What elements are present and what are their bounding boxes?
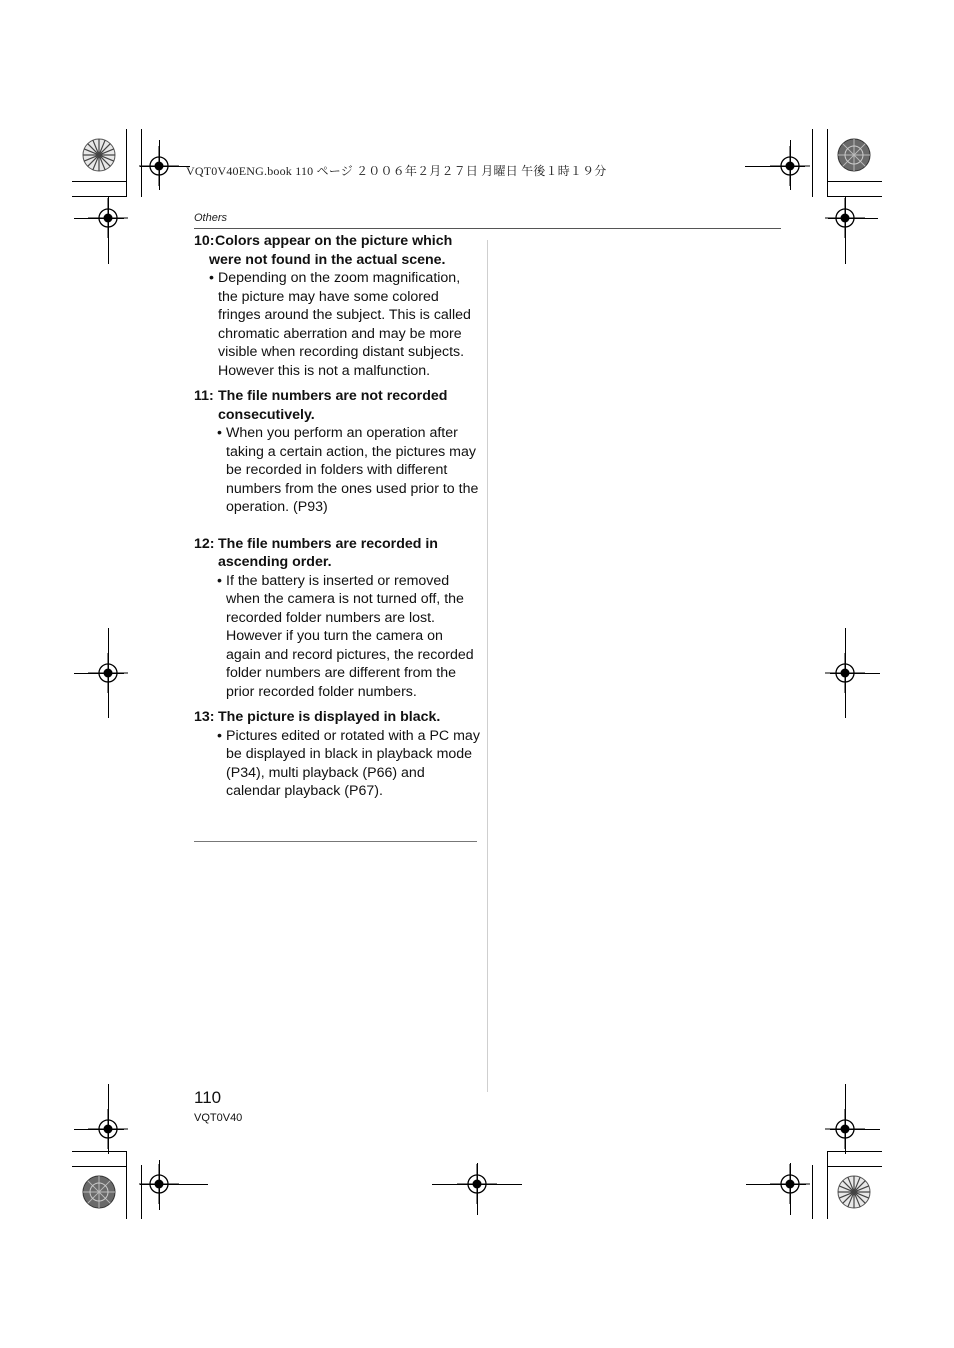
qa-list [194, 232, 480, 808]
registration-mark-icon [88, 653, 128, 693]
bullet-icon: • [217, 425, 222, 441]
crop-line [828, 1166, 882, 1167]
answer-text: Depending on the zoom magnification, the picture may have some colored fringes around the subject. This is called chromatic aberration and may be more visible when recording distant subjects. However this is not a malfunction. [218, 270, 471, 379]
qa-answer [194, 424, 480, 517]
crop-line [812, 129, 813, 197]
registration-mark-icon [457, 1164, 497, 1204]
item-title: The picture is displayed in black. [218, 709, 441, 725]
crop-line [126, 1151, 127, 1219]
item-number: 12: [194, 535, 215, 552]
page-number: 110 [194, 1088, 222, 1107]
registration-mark-icon [770, 146, 810, 186]
end-divider [194, 841, 477, 842]
registration-mark-icon [770, 1164, 810, 1204]
crop-line [72, 1151, 126, 1152]
qa-answer [194, 572, 480, 702]
qa-question [194, 232, 480, 269]
qa-question [194, 708, 480, 727]
answer-text: When you perform an operation after taking a certain action, the pictures may be recorded in folders with different numbers from the ones used prior to the operation. (P93) [226, 425, 479, 515]
registration-mark-icon [139, 146, 179, 186]
color-wheel-icon [837, 138, 871, 172]
registration-mark-icon [825, 653, 865, 693]
item-title: The file numbers are recorded in ascending order. [218, 535, 438, 570]
color-wheel-icon [837, 1175, 871, 1209]
crop-line [827, 129, 828, 197]
print-header: VQT0V40ENG.book 110 ページ ２００６年２月２７日 月曜日 午後１時１９分 [186, 164, 607, 178]
qa-item [194, 387, 480, 517]
crop-line [828, 196, 882, 197]
qa-item [194, 708, 480, 801]
registration-mark-icon [88, 1109, 128, 1149]
registration-mark-icon [88, 198, 128, 238]
item-title: Colors appear on the picture which were not found in the actual scene. [209, 233, 453, 268]
qa-answer [194, 269, 480, 380]
bullet-icon: • [217, 572, 222, 589]
color-wheel-icon [82, 138, 116, 172]
crop-line [72, 196, 126, 197]
qa-answer [194, 727, 480, 801]
item-number: 11: [194, 388, 214, 404]
registration-mark-icon [139, 1164, 179, 1204]
color-wheel-icon [82, 1175, 116, 1209]
section-divider [194, 228, 781, 229]
item-number: 13: [194, 709, 215, 725]
answer-text: Pictures edited or rotated with a PC may be displayed in black in playback mode (P34), multi playback (P66) and calendar playback (P67). [226, 727, 480, 799]
qa-item [194, 232, 480, 380]
qa-question [194, 387, 480, 424]
bullet-icon: • [217, 727, 222, 744]
item-title: The file numbers are not recorded consecutively. [218, 388, 448, 423]
crop-line [828, 181, 882, 182]
model-code: VQT0V40 [194, 1112, 243, 1124]
crop-line [828, 1151, 882, 1152]
qa-question [194, 535, 480, 572]
registration-mark-icon [825, 198, 865, 238]
section-title: Others [194, 212, 228, 224]
qa-item [194, 535, 480, 702]
bullet-icon: • [209, 270, 214, 286]
crop-line [72, 181, 126, 182]
crop-line [72, 1166, 126, 1167]
answer-text: If the battery is inserted or removed when the camera is not turned off, the recorded folder numbers are lost. However if you turn the camera on again and record pictures, the recorded folder numbers are different from the prior recorded folder numbers. [226, 572, 474, 700]
crop-line [812, 1165, 813, 1219]
item-number: 10: [194, 233, 215, 249]
crop-line [827, 1151, 828, 1219]
registration-mark-icon [825, 1109, 865, 1149]
crop-line [126, 129, 127, 197]
column-divider [487, 240, 488, 1092]
